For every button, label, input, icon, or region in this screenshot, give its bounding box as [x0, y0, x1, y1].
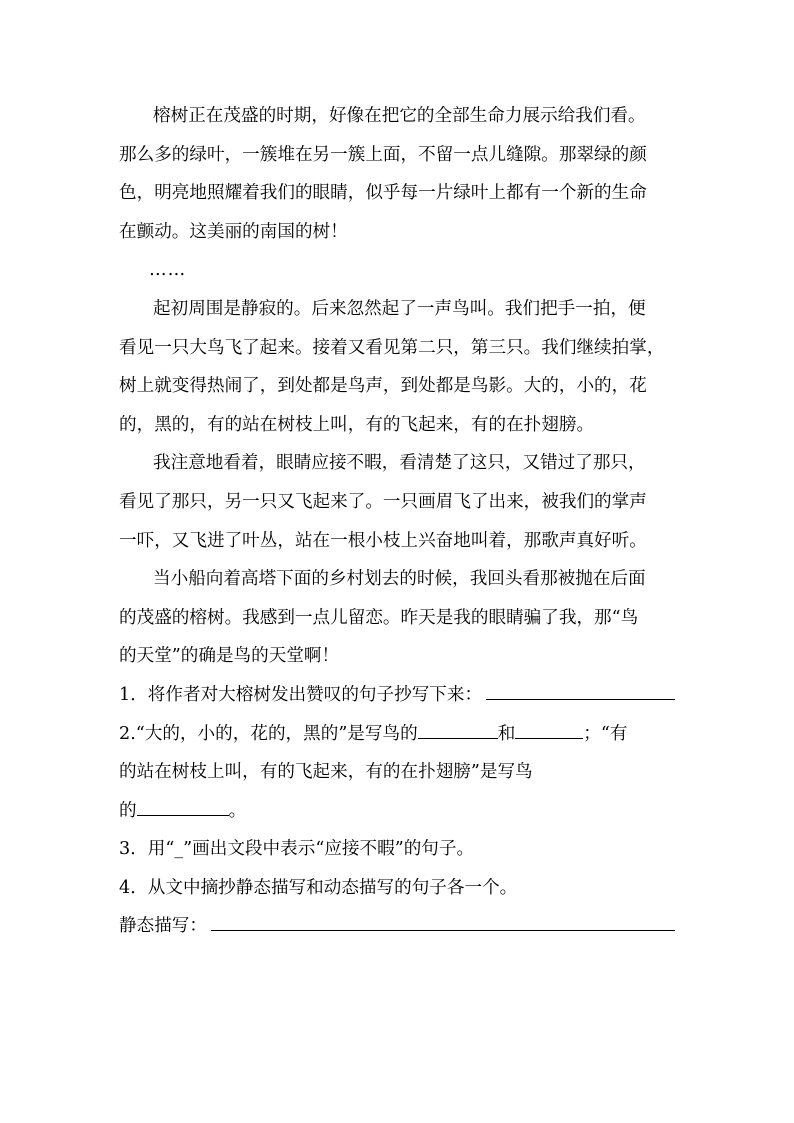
passage-ellipsis: ……	[149, 260, 187, 281]
question-1-text: 1．将作者对大榕树发出赞叹的句子抄写下来：	[119, 684, 483, 705]
question-4-static-answer-blank[interactable]	[211, 914, 675, 931]
question-2-text-1: 2.“大的，小的，花的，黑的”是写鸟的	[119, 723, 418, 744]
passage-p3-line-2: 看见了那只，另一只又飞起来了。一只画眉飞了出来，被我们的掌声	[119, 491, 647, 512]
question-4: 4．从文中摘抄静态描写和动态描写的句子各一个。	[119, 877, 518, 898]
question-3: 3．用“_”画出文段中表示“应接不暇”的句子。	[119, 839, 475, 860]
question-2-line-3-prefix: 的	[119, 800, 137, 821]
passage-p4-line-1: 当小船向着高塔下面的乡村划去的时候，我回头看那被抛在后面	[153, 569, 646, 590]
question-4-static-label: 静态描写：	[119, 916, 207, 937]
question-2-line-3-suffix: 。	[228, 800, 247, 821]
question-2-text-2: ；“有	[583, 723, 628, 744]
passage-p1-line-2: 那么多的绿叶，一簇堆在另一簇上面，不留一点儿缝隙。那翠绿的颜	[119, 144, 647, 165]
passage-p2-line-1: 起初周围是静寂的。后来忽然起了一声鸟叫。我们把手一拍，便	[153, 298, 646, 319]
question-2-line-2: 的站在树枝上叫，有的飞起来，有的在扑翅膀”是写鸟	[119, 762, 533, 783]
question-1-answer-blank[interactable]	[486, 683, 675, 700]
question-2-blank-1[interactable]	[418, 722, 498, 739]
passage-p1-line-4: 在颤动。这美丽的南国的树！	[119, 221, 348, 242]
passage-p2-line-4: 的，黑的，有的站在树枝上叫，有的飞起来，有的在扑翅膀。	[119, 414, 595, 435]
passage-p2-line-2: 看见一只大鸟飞了起来。接着又看见第二只，第三只。我们继续拍掌，	[119, 337, 665, 358]
passage-p1-line-1: 榕树正在茂盛的时期，好像在把它的全部生命力展示给我们看。	[153, 106, 646, 126]
question-2-line-1	[119, 715, 675, 754]
passage-p1-line-3: 色，明亮地照耀着我们的眼睛，似乎每一片绿叶上都有一个新的生命	[119, 183, 647, 204]
passage-p3-line-3: 一吓，又飞进了叶丛，站在一根小枝上兴奋地叫着，那歌声真好听。	[119, 530, 647, 551]
passage-p4-line-2: 的茂盛的榕树。我感到一点儿留恋。昨天是我的眼睛骗了我，那“鸟	[119, 607, 639, 628]
question-4-static	[119, 907, 675, 946]
passage-p3-line-1: 我注意地看着，眼睛应接不暇，看清楚了这只，又错过了那只，	[153, 453, 646, 474]
passage-p2-line-3: 树上就变得热闹了，到处都是鸟声，到处都是鸟影。大的，小的，花	[119, 376, 647, 397]
worksheet-page	[119, 97, 675, 946]
question-2-blank-3[interactable]	[137, 799, 229, 816]
question-2-line-3	[119, 792, 675, 831]
passage-p4-line-3: 的天堂”的确是鸟的天堂啊！	[119, 646, 340, 667]
question-1	[119, 676, 675, 715]
question-2-blank-2[interactable]	[515, 722, 583, 739]
question-2-and: 和	[497, 723, 516, 744]
